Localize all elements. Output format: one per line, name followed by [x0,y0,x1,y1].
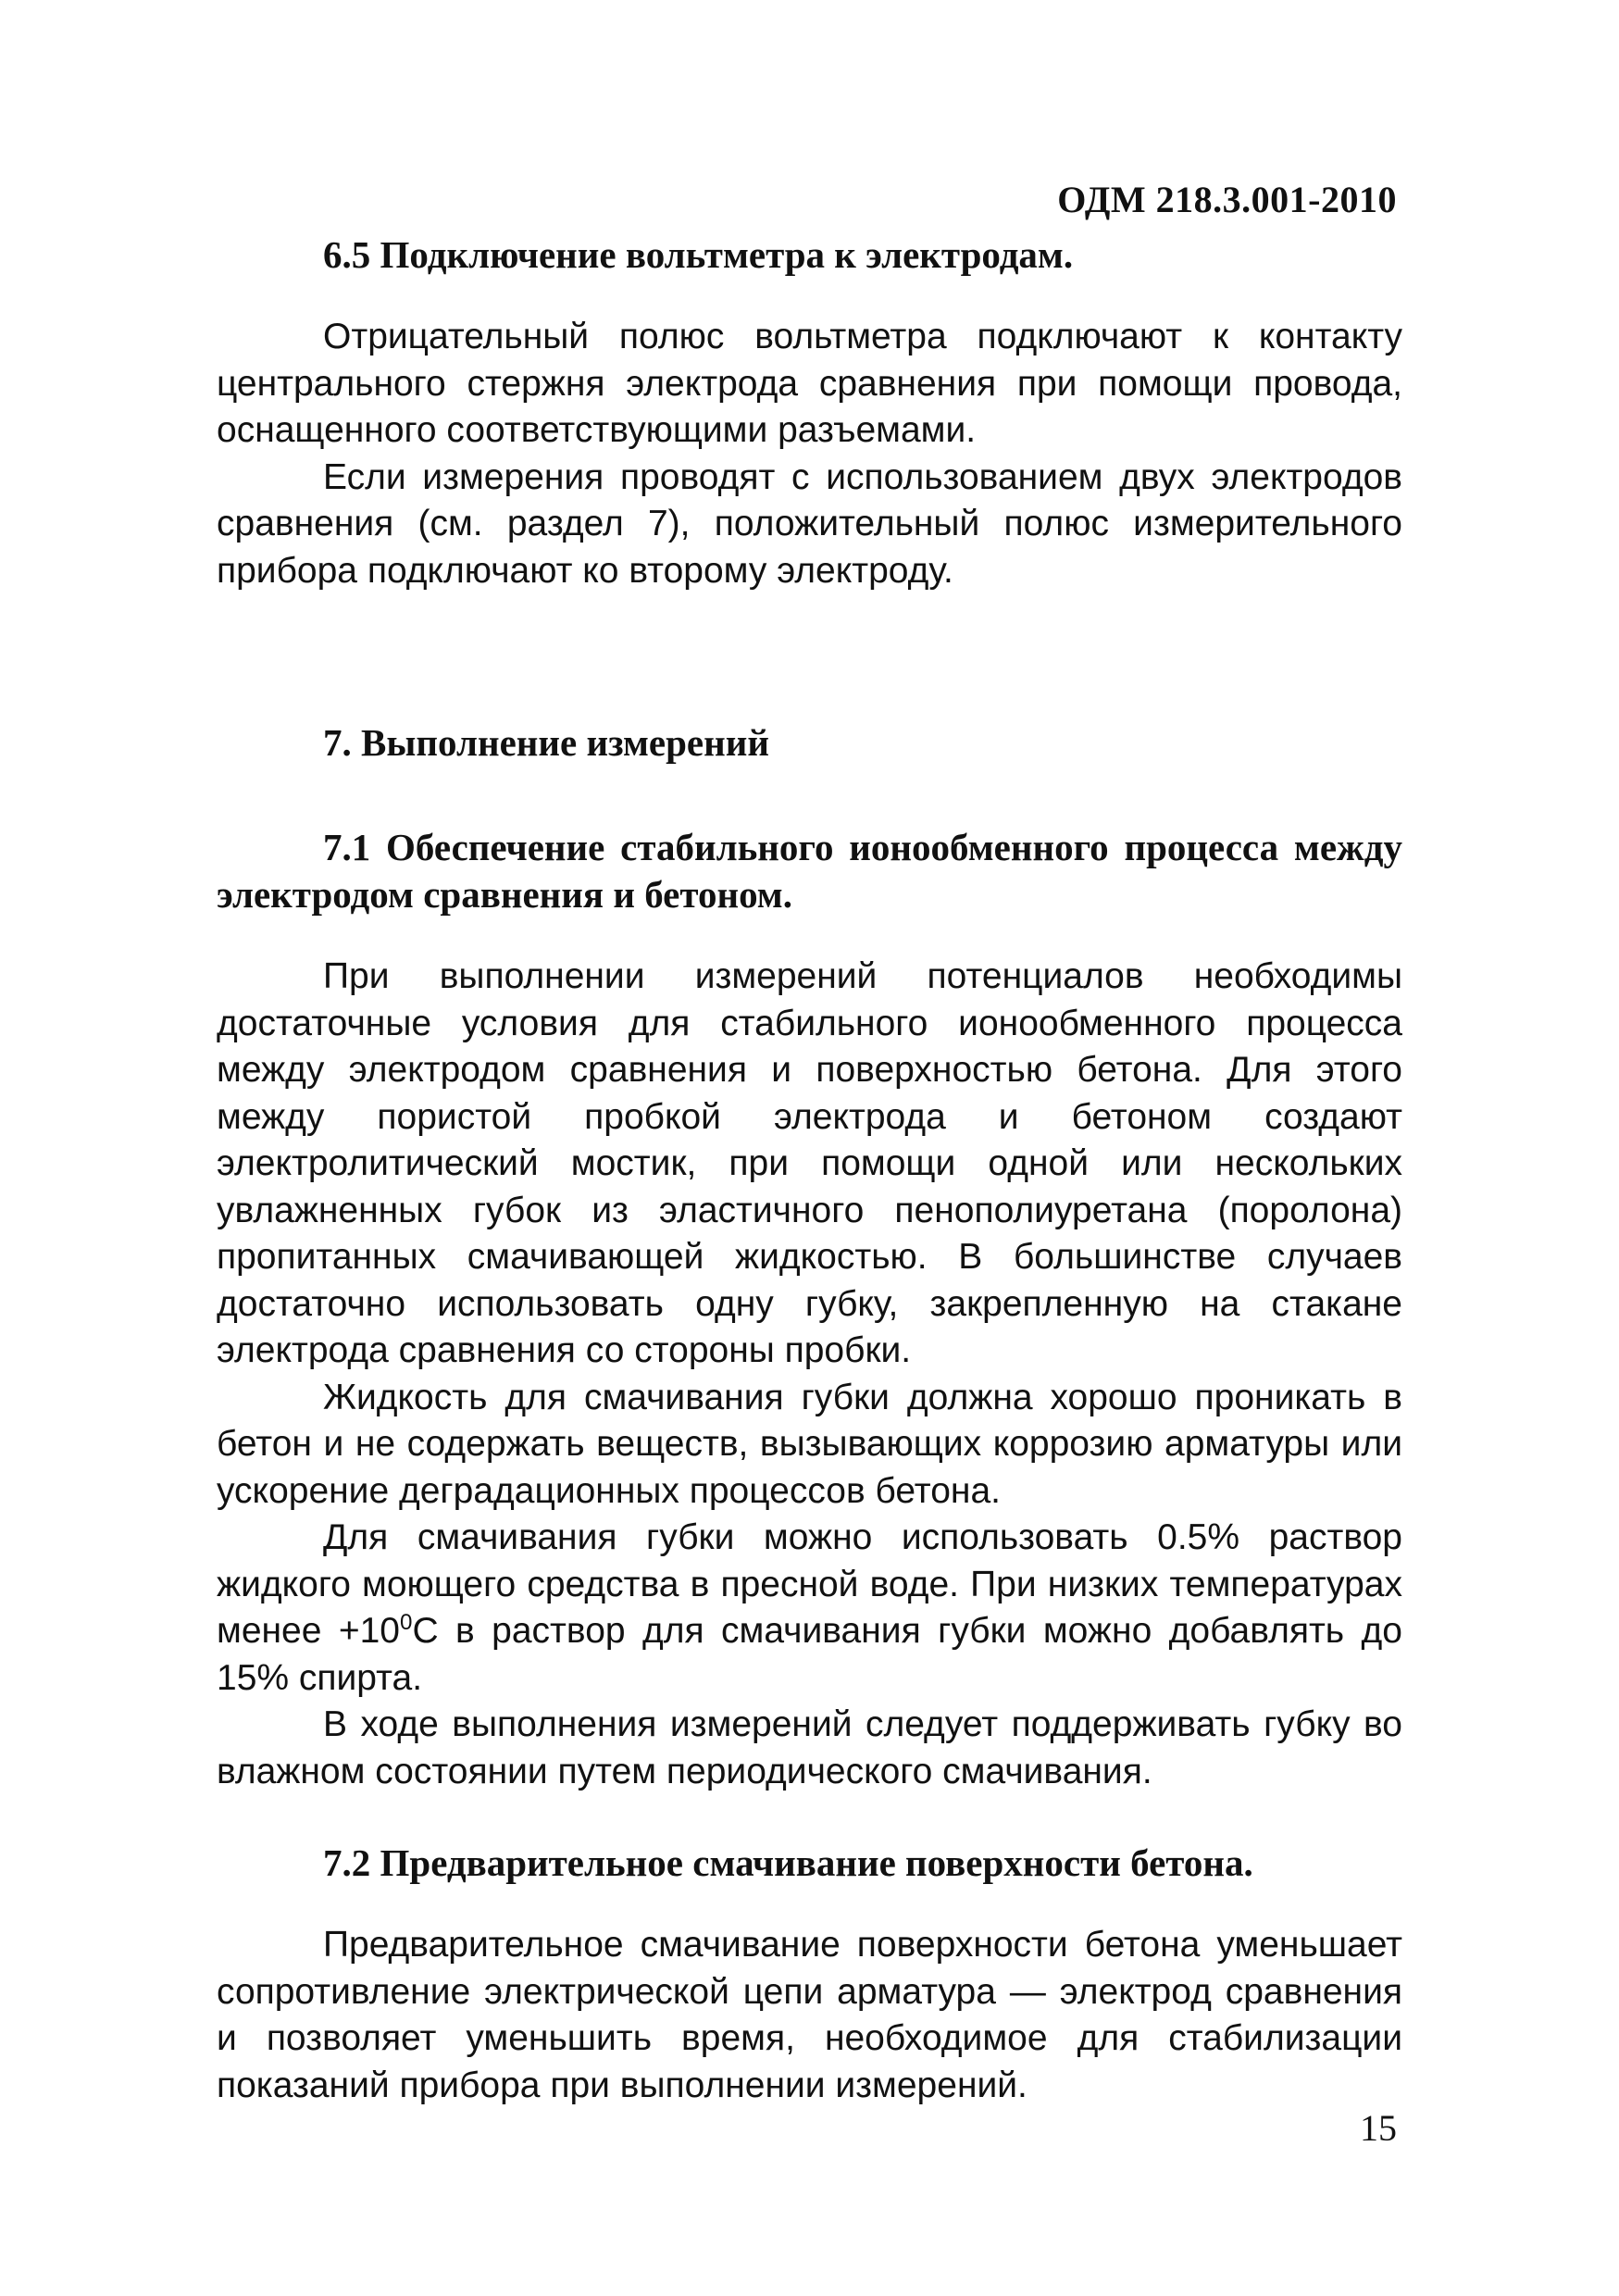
section-7-heading: 7. Выполнение измерений [323,721,769,764]
document-code: ОДМ 218.3.001-2010 [1057,179,1397,220]
page-content [217,231,1402,2109]
section-7-1-paragraph-4: В ходе выполнения измерений следует поддерживать губку во влажном состоянии путем периодического смачивания. [217,1704,1402,1791]
section-7-2-heading: 7.2 Предварительное смачивание поверхности бетона. [323,1841,1253,1884]
section-7-2-paragraph-1: Предварительное смачивание поверхности бетона уменьшает сопротивление электрической цепи арматура — электрод сравнения и позволяет уменьшить время, необходимое для стабилизации показаний прибора при выполнении измерений. [217,1925,1402,2105]
section-7-1-paragraph-3 [217,1515,1402,1702]
section-6-5-paragraph-2: Если измерения проводят с использованием двух электродов сравнения (см. раздел 7), положительный полюс измерительного прибора подключают ко второму электроду. [217,456,1402,591]
section-6-5-heading: 6.5 Подключение вольтметра к электродам. [323,233,1074,276]
section-7-1-paragraph-2: Жидкость для смачивания губки должна хорошо проникать в бетон и не содержать веществ, вызывающих коррозию арматуры или ускорение деградационных процессов бетона. [217,1377,1402,1511]
section-7-1-paragraph-1: При выполнении измерений потенциалов необходимы достаточные условия для стабильного ионообменного процесса между электродом сравнения и поверхностью бетона. Для этого между пористой пробкой электрода и бетоном создают электролитический мостик, при помощи одной или нескольких увлажненных губок из эластичного пенополиуретана (поролона) пропитанных смачивающей жидкостью. В большинстве случаев достаточно использовать одну губку, закрепленную на стакане электрода сравнения со стороны пробки. [217,956,1402,1370]
paragraph-3-text-end: С в раствор для смачивания губки можно добавлять до 15% спирта. [217,1611,1402,1698]
section-6-5-paragraph-1: Отрицательный полюс вольтметра подключают к контакту центрального стержня электрода сравнения при помощи провода, оснащенного соответствующими разъемами. [217,317,1402,450]
page-number: 15 [1360,2107,1397,2149]
degree-superscript: 0 [400,1610,413,1635]
paragraph-3-text-start: Для смачивания губки можно использовать 0.5% раствор жидкого моющего средства в пресной воде. При низких температурах менее +10 [217,1517,1402,1651]
section-7-1-heading: 7.1 Обеспечение стабильного ионообменного процесса между электродом сравнения и бетоном. [217,826,1402,916]
